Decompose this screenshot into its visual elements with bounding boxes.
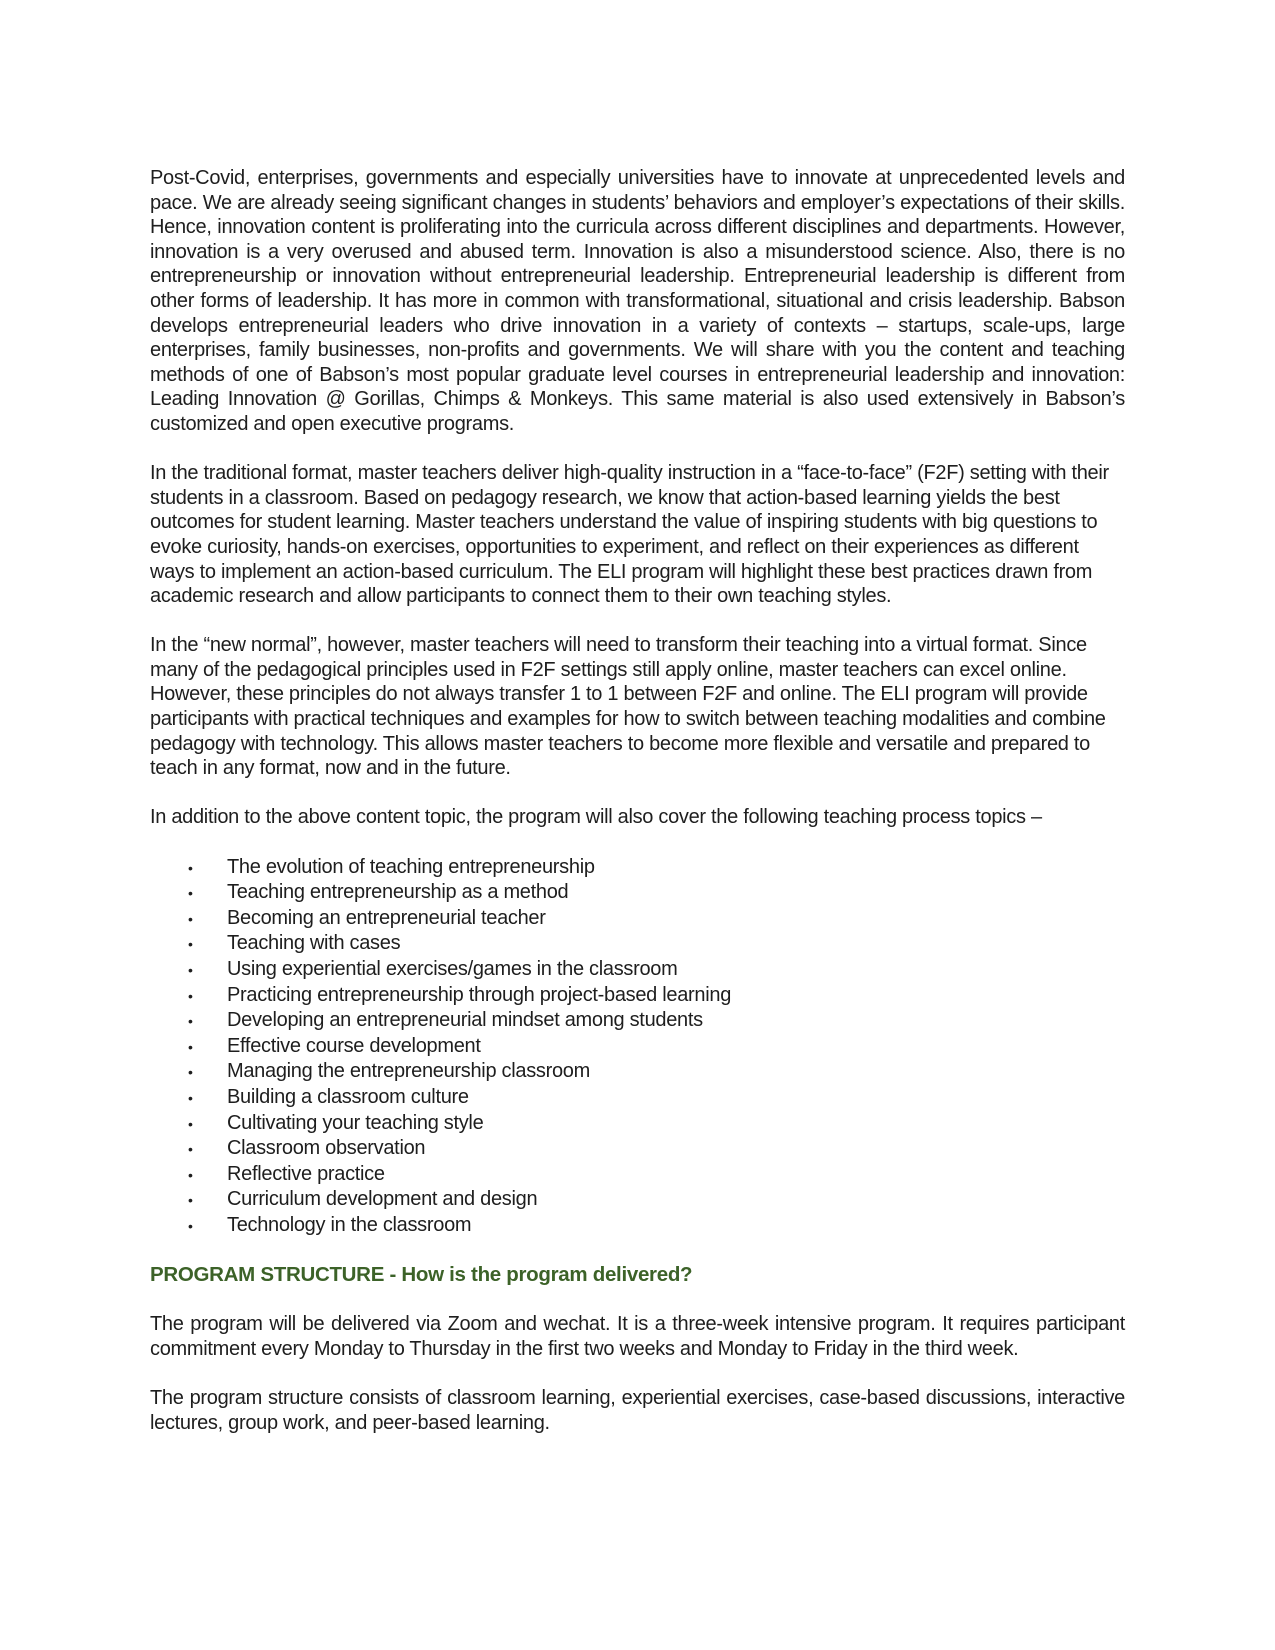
paragraph-new-normal: In the “new normal”, however, master teachers will need to transform their teaching into a virtual format. Since many of the pedagogical principles used in F2F settings still apply online, master teachers can excel online. However, these principles do not always transfer 1 to 1 between F2F and online. The ELI program will provide participants with practical techniques and examples for how to switch between teaching modalities and combine pedagogy with technology. This allows master teachers to become more flexible and versatile and prepared to teach in any format, now and in the future.: [150, 634, 1106, 780]
bullet-icon: •: [188, 1192, 193, 1209]
list-item: [150, 931, 1125, 957]
list-item: [150, 1059, 1125, 1085]
list-item-label: Developing an entrepreneurial mindset among students: [227, 1009, 703, 1032]
list-item: [150, 1008, 1125, 1034]
list-item-label: Using experiential exercises/games in the classroom: [227, 958, 678, 980]
bullet-icon: •: [188, 910, 193, 927]
paragraph-topics-intro: In addition to the above content topic, the program will also cover the following teaching process topics –: [150, 806, 1042, 829]
list-item-label: Teaching with cases: [227, 932, 401, 955]
list-item-label: Managing the entrepreneurship classroom: [227, 1060, 590, 1083]
paragraph-structure: The program structure consists of classroom learning, experiential exercises, case-based discussions, interactive lectures, group work, and peer-based learning.: [150, 1387, 1125, 1434]
list-item: [150, 906, 1125, 932]
paragraph-post-covid: Post-Covid, enterprises, governments and especially universities have to innovate at unprecedented levels and pace. We are already seeing significant changes in students’ behaviors and employer’s expectations of their skills. Hence, innovation content is proliferating into the curricula across different disciplines and departments. However, innovation is a very overused and abused term. Innovation is also a misunderstood science. Also, there is no entrepreneurship or innovation without entrepreneurial leadership. Entrepreneurial leadership is different from other forms of leadership. It has more in common with transformational, situational and crisis leadership. Babson develops entrepreneurial leaders who drive innovation in a variety of contexts – startups, scale-ups, large enterprises, family businesses, non-profits and governments. We will share with you the content and teaching methods of one of Babson’s most popular graduate level courses in entrepreneurial leadership and innovation: Leading Innovation @ Gorillas, Chimps & Monkeys. This same material is also used extensively in Babson’s customized and open executive programs.: [150, 167, 1125, 435]
list-item-label: Cultivating your teaching style: [227, 1111, 484, 1134]
teaching-topics-list: [150, 855, 1125, 1239]
bullet-icon: •: [188, 859, 193, 876]
list-item: [150, 880, 1125, 906]
list-item-label: Teaching entrepreneurship as a method: [227, 881, 569, 904]
list-item-label: Building a classroom culture: [227, 1085, 469, 1108]
list-item: [150, 1111, 1125, 1137]
list-item-label: Effective course development: [227, 1034, 481, 1057]
list-item-label: Curriculum development and design: [227, 1188, 538, 1211]
bullet-icon: •: [188, 1013, 193, 1030]
bullet-icon: •: [188, 1089, 193, 1106]
bullet-icon: •: [188, 987, 193, 1004]
list-item: [150, 1187, 1125, 1213]
bullet-icon: •: [188, 1115, 193, 1132]
bullet-icon: •: [188, 936, 193, 953]
bullet-icon: •: [188, 962, 193, 978]
list-item: [150, 1162, 1125, 1188]
list-item: [150, 957, 1125, 983]
list-item: [150, 1213, 1125, 1239]
list-item: [150, 1034, 1125, 1060]
bullet-icon: •: [188, 1166, 193, 1183]
bullet-icon: •: [188, 1038, 193, 1055]
paragraph-traditional-format: In the traditional format, master teachers deliver high-quality instruction in a “face-to-face” (F2F) setting with their students in a classroom. Based on pedagogy research, we know that action-based learning yields the best outcomes for student learning. Master teachers understand the value of inspiring students with big questions to evoke curiosity, hands-on exercises, opportunities to experiment, and reflect on their experiences as different ways to implement an action-based curriculum. The ELI program will highlight these best practices drawn from academic research and allow participants to connect them to their own teaching styles.: [150, 462, 1109, 608]
list-item: [150, 1136, 1125, 1162]
list-item: [150, 855, 1125, 881]
list-item-label: Reflective practice: [227, 1162, 385, 1185]
list-item-label: Becoming an entrepreneurial teacher: [227, 906, 546, 929]
list-item: [150, 983, 1125, 1009]
document-content: [150, 166, 1125, 1460]
paragraph-delivery: The program will be delivered via Zoom and wechat. It is a three-week intensive program. It requires participant commitment every Monday to Thursday in the first two weeks and Monday to Friday in the third week.: [150, 1313, 1125, 1360]
program-structure-heading: PROGRAM STRUCTURE - How is the program delivered?: [150, 1263, 693, 1287]
bullet-icon: •: [188, 1217, 193, 1234]
list-item-label: Practicing entrepreneurship through project-based learning: [227, 983, 732, 1006]
list-item-label: Technology in the classroom: [227, 1213, 472, 1236]
bullet-icon: •: [188, 1064, 193, 1081]
bullet-icon: •: [188, 1141, 193, 1158]
list-item: [150, 1085, 1125, 1111]
list-item-label: The evolution of teaching entrepreneurship: [227, 855, 595, 878]
bullet-icon: •: [188, 885, 193, 902]
list-item-label: Classroom observation: [227, 1137, 426, 1160]
